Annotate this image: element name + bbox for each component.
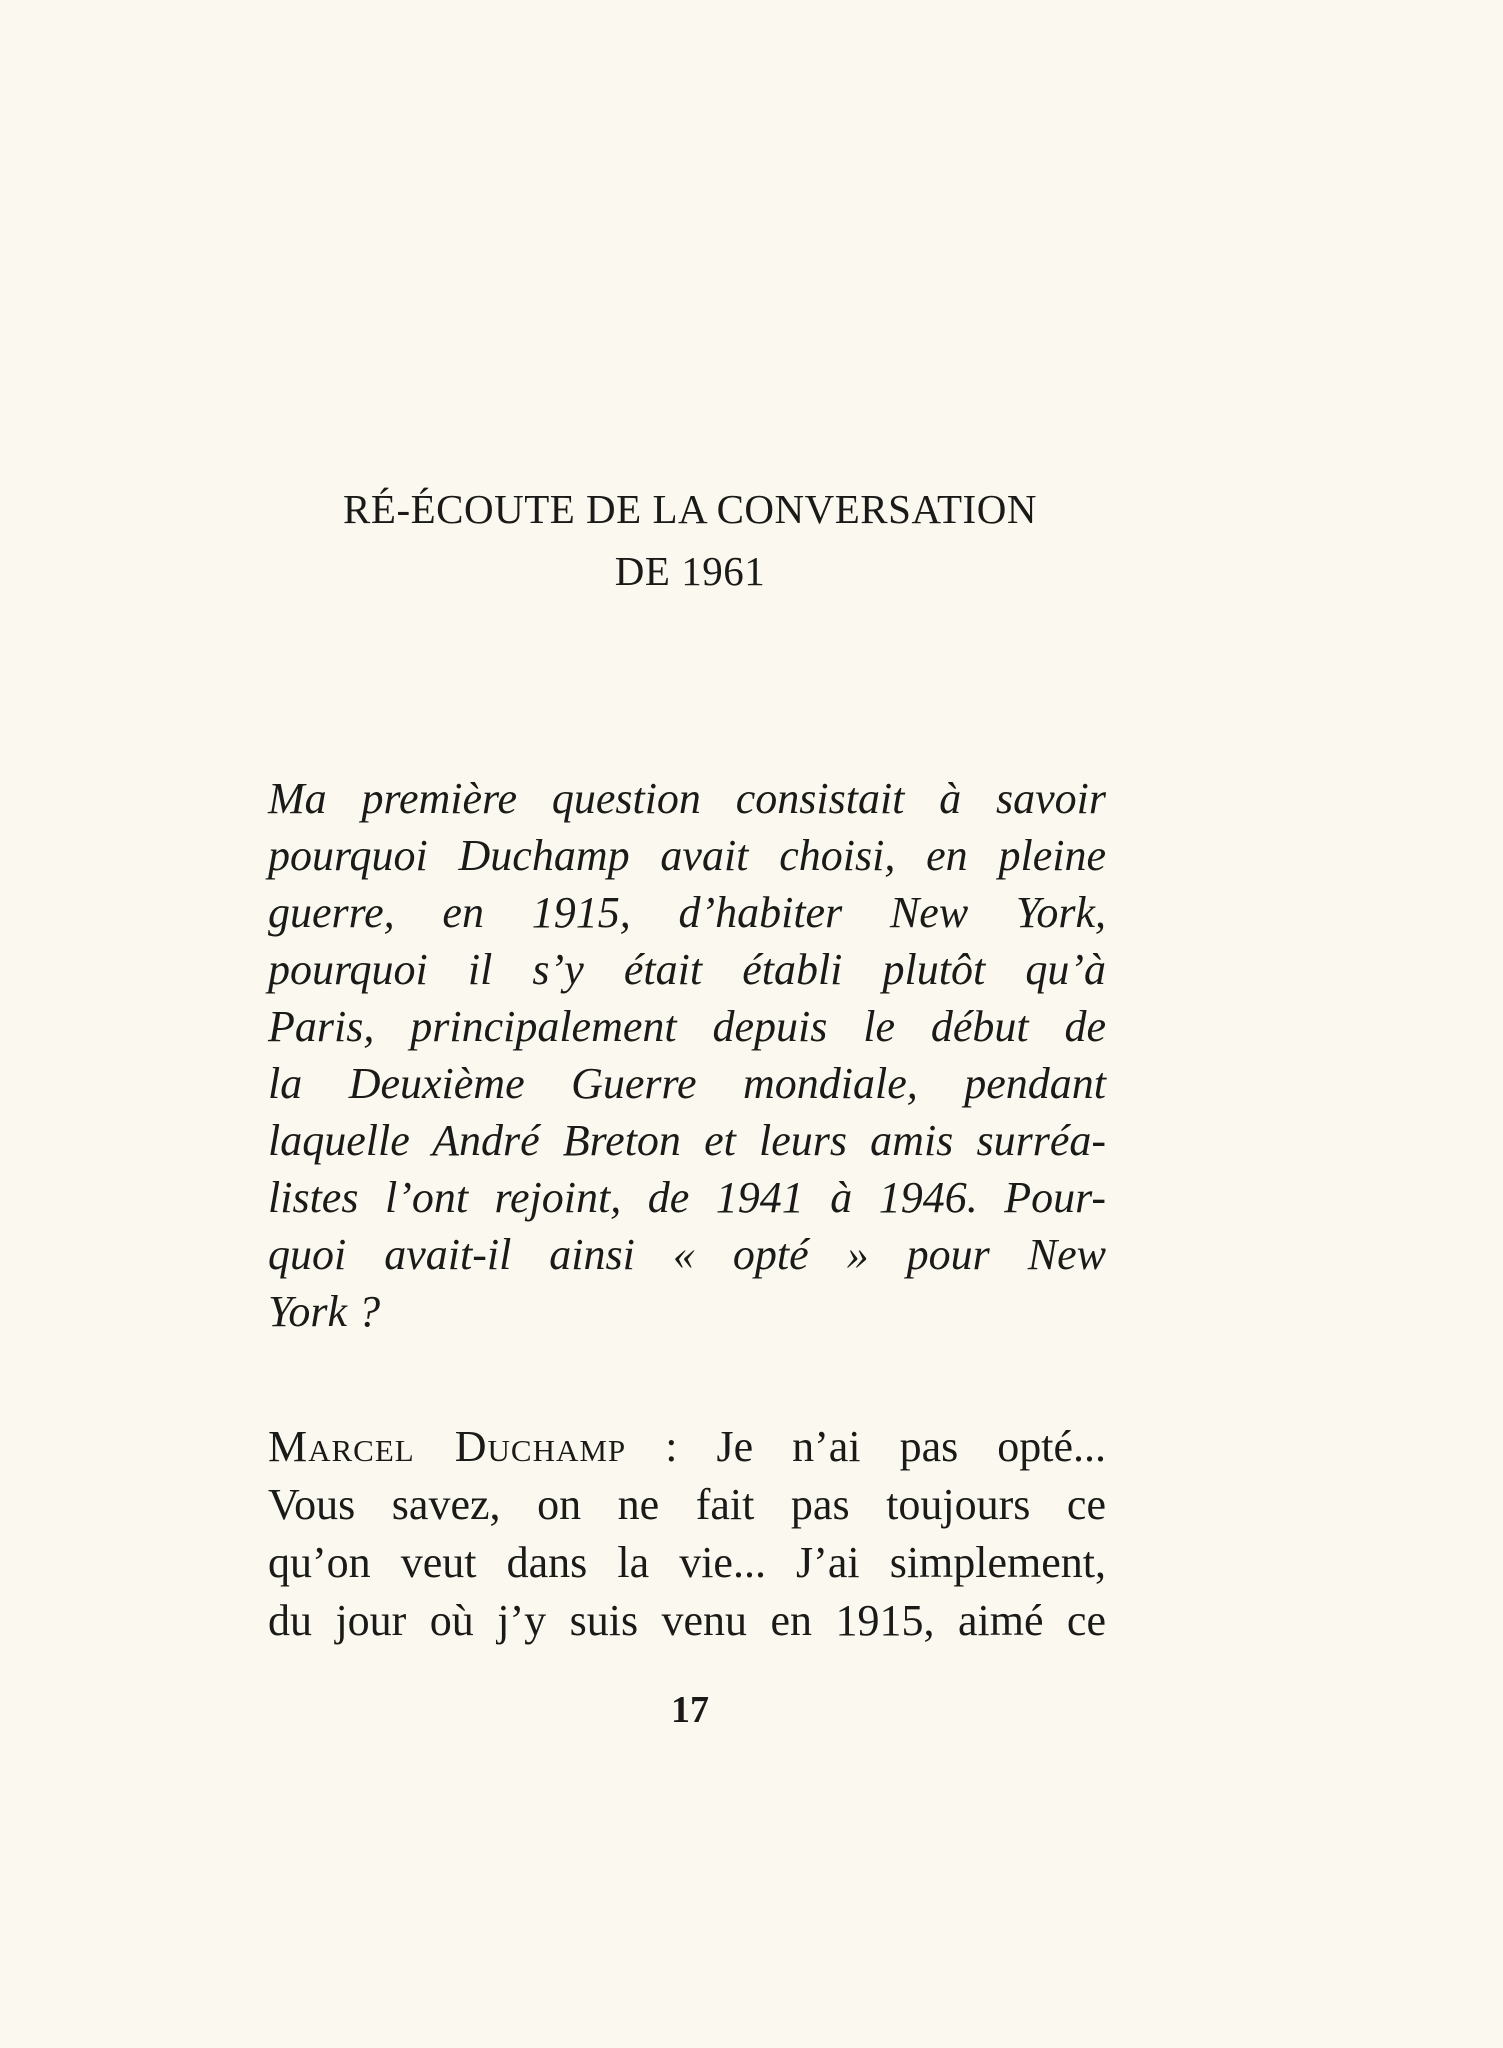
question-line: Paris, principalement depuis le début de (268, 1002, 1106, 1051)
question-line: York ? (268, 1287, 381, 1336)
interviewer-question (268, 770, 1106, 1340)
question-line: la Deuxième Guerre mondiale, pendant (268, 1059, 1106, 1108)
answer-line: Vous savez, on ne fait pas toujours ce (268, 1480, 1106, 1529)
speaker-name: Marcel Duchamp (268, 1422, 627, 1471)
answer-first-line (268, 1418, 1106, 1476)
question-line: listes l’ont rejoint, de 1941 à 1946. Pour- (268, 1173, 1106, 1222)
answer-opening: : Je n’ai pas opté... (626, 1422, 1106, 1471)
answer-line: du jour où j’y suis venu en 1915, aimé ce (268, 1596, 1106, 1645)
question-line: quoi avait-il ainsi « opté » pour New (268, 1230, 1106, 1279)
question-line: Ma première question consistait à savoir (268, 774, 1106, 823)
answer-line: qu’on veut dans la vie... J’ai simplement, (268, 1538, 1106, 1587)
chapter-heading (240, 478, 1140, 602)
question-line: laquelle André Breton et leurs amis surréa- (268, 1116, 1106, 1165)
page-number: 17 (671, 1689, 709, 1731)
question-line: pourquoi il s’y était établi plutôt qu’à (268, 945, 1106, 994)
question-line: pourquoi Duchamp avait choisi, en pleine (268, 831, 1106, 880)
chapter-heading-line-1: RÉ-ÉCOUTE DE LA CONVERSATION (343, 486, 1037, 532)
question-line: guerre, en 1915, d’habiter New York, (268, 888, 1106, 937)
duchamp-answer (268, 1418, 1106, 1650)
chapter-heading-line-2: DE 1961 (614, 548, 766, 594)
